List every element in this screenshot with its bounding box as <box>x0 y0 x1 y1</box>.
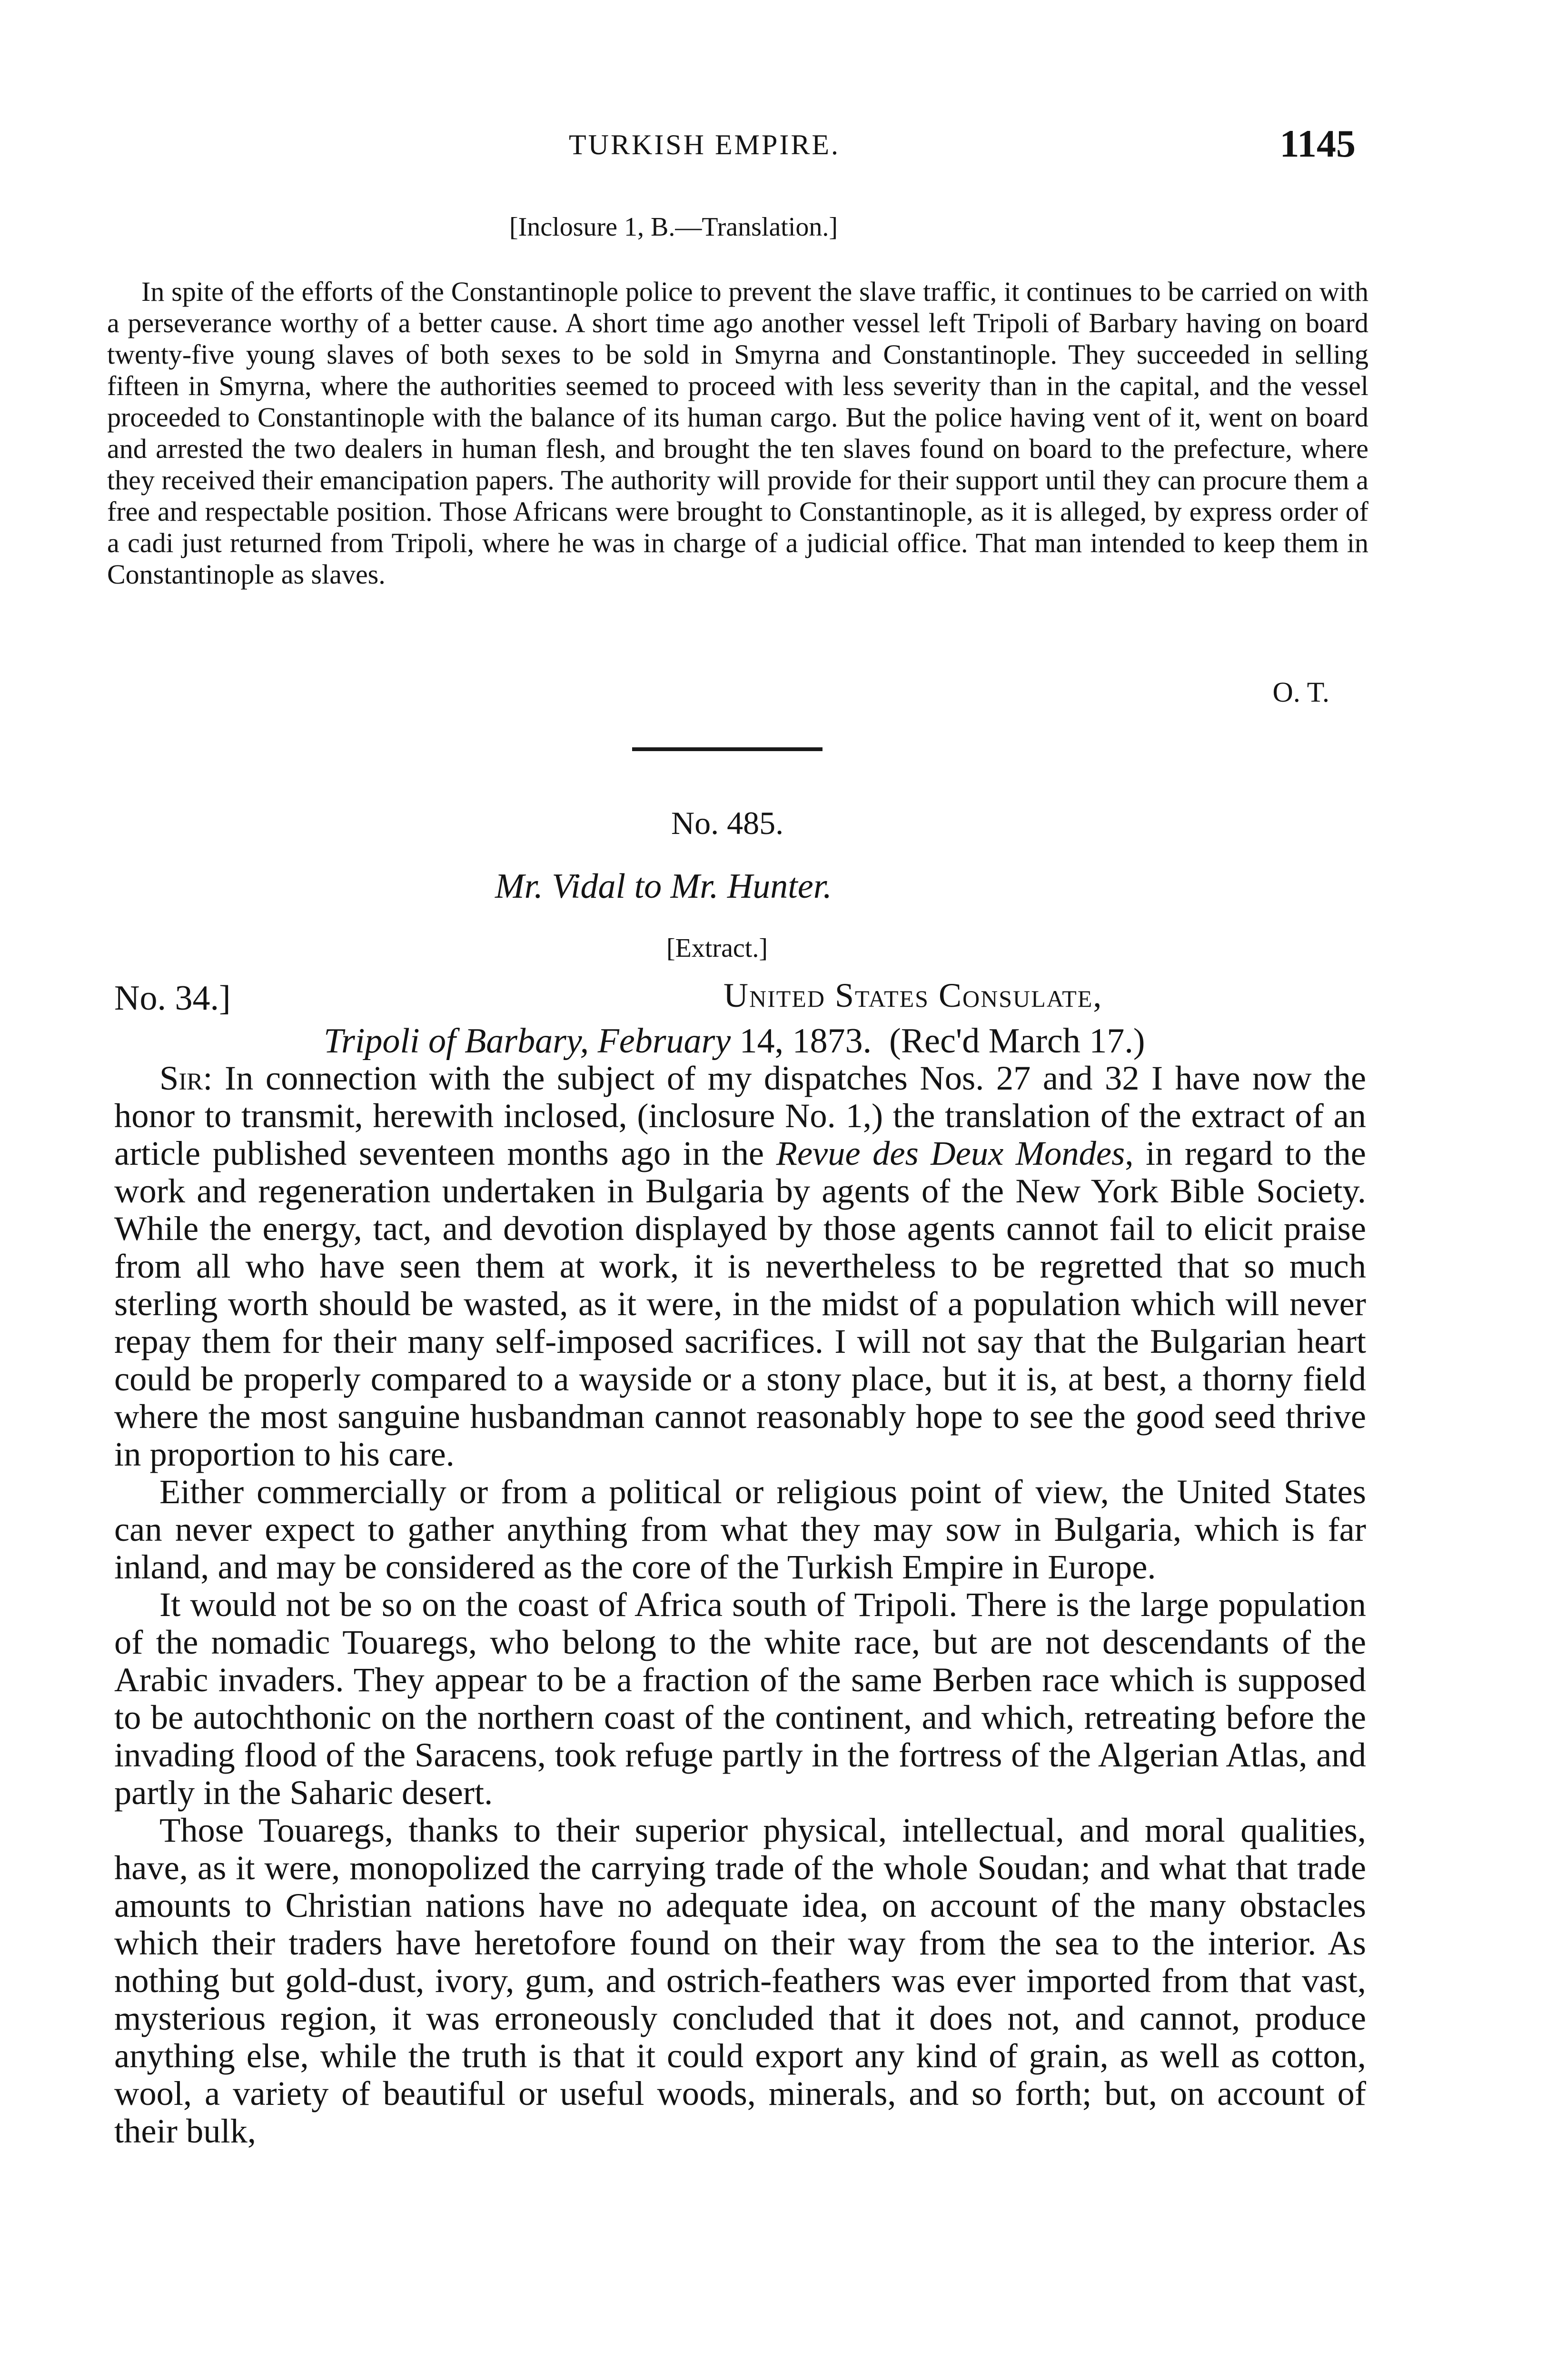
inclosure-text: In spite of the efforts of the Constantinople police to prevent the slave traffic, it continues to be carried on with a perseverance worthy of a better cause. A short time ago another vessel left Tripoli of Barbary having on board twenty-five young slaves of both sexes to be sold in Smyrna and Constantinople. They succeeded in selling fifteen in Smyrna, where the authorities seemed to proceed with less severity than in the capital, and the vessel proceeded to Constantinople with the balance of its human cargo. But the police having vent of it, went on board and arrested the two dealers in human flesh, and brought the ten slaves found on board to the prefecture, where they received their emancipation papers. The authority will provide for their support until they can procure them a free and respectable position. Those Africans were brought to Constantinople, as it is alleged, by express order of a cadi just returned from Tripoli, where he was in charge of a judicial office. That man intended to keep them in Constantinople as slaves. <box>107 276 1368 590</box>
dateline <box>324 1021 1145 1061</box>
date-place: Tripoli of Barbary, <box>324 1021 589 1061</box>
date-received: (Rec'd March 17.) <box>889 1021 1145 1061</box>
inclosure-signature: O. T. <box>1272 676 1329 708</box>
dispatch-number: No. 34.] <box>114 979 231 1018</box>
section-divider <box>632 747 823 751</box>
inclosure-heading: [Inclosure 1, B.—Translation.] <box>509 212 838 242</box>
salutation: Sir: <box>159 1059 213 1097</box>
body-paragraph-4: Those Touaregs, thanks to their superior physical, intellectual, and moral qualities, have, as it were, monopolized the carrying trade of the whole Soudan; and what that trade amounts to Christian nations have no adequate idea, on account of the many obstacles which their traders have heretofore found on their way from the sea to the interior. As nothing but gold-dust, ivory, gum, and ostrich-feathers was ever imported from that vast, mysterious region, it was erroneously concluded that it does not, and cannot, produce anything else, while the truth is that it could export any kind of grain, as well as cotton, wool, a variety of beautiful or useful woods, minerals, and so forth; but, on account of their bulk, <box>114 1811 1366 2150</box>
document-number: No. 485. <box>671 805 784 841</box>
date-day-year: 14, 1873. <box>739 1021 872 1061</box>
letter-body <box>114 1059 1366 2150</box>
body-paragraph-2: Either commercially or from a political or religious point of view, the United States can never expect to gather anything from what they may sow in Bulgaria, which is far inland, and may be considered as the core of the Turkish Empire in Europe. <box>114 1472 1366 1586</box>
extract-label: [Extract.] <box>666 933 768 963</box>
body-paragraph-3: It would not be so on the coast of Africa south of Tripoli. There is the large population of the nomadic Touaregs, who belong to the white race, but are not descendants of the Arabic invaders. They appear to be a fraction of the same Berben race which is supposed to be autochthonic on the northern coast of the continent, and which, retreating before the invading flood of the Saracens, took refuge partly in the fortress of the Algerian Atlas, and partly in the Saharic desert. <box>114 1585 1366 1812</box>
body-paragraph-1-part-b: , in regard to the work and regeneration undertaken in Bulgaria by agents of the New York Bible Society. While the energy, tact, and devotion displayed by those agents cannot fail to elicit praise from all who have seen them at work, it is nevertheless to be regretted that so much sterling worth should be wasted, as it were, in the midst of a population which will never repay them for their many self-imposed sacrifices. I will not say that the Bulgarian heart could be properly compared to a wayside or a stony place, but it is, at best, a thorny field where the most sanguine husbandman cannot reasonably hope to see the good seed thrive in proportion to his care. <box>114 1134 1366 1473</box>
running-title: TURKISH EMPIRE. <box>569 129 841 160</box>
date-month: February <box>597 1021 731 1061</box>
page-number: 1145 <box>1279 122 1356 165</box>
body-paragraph-1 <box>114 1059 1366 1473</box>
publication-title: Revue des Deux Mondes <box>776 1134 1125 1172</box>
consulate-heading: United States Consulate, <box>723 976 1103 1014</box>
document-addressee: Mr. Vidal to Mr. Hunter. <box>495 867 832 906</box>
body-paragraph-1-part-a: In connection with the subject of my dispatches Nos. 27 and 32 I have now the honor to transmit, herewith inclosed, (inclosure No. 1,) the translation of the extract of an article published seventeen months ago in the <box>114 1059 1366 1172</box>
